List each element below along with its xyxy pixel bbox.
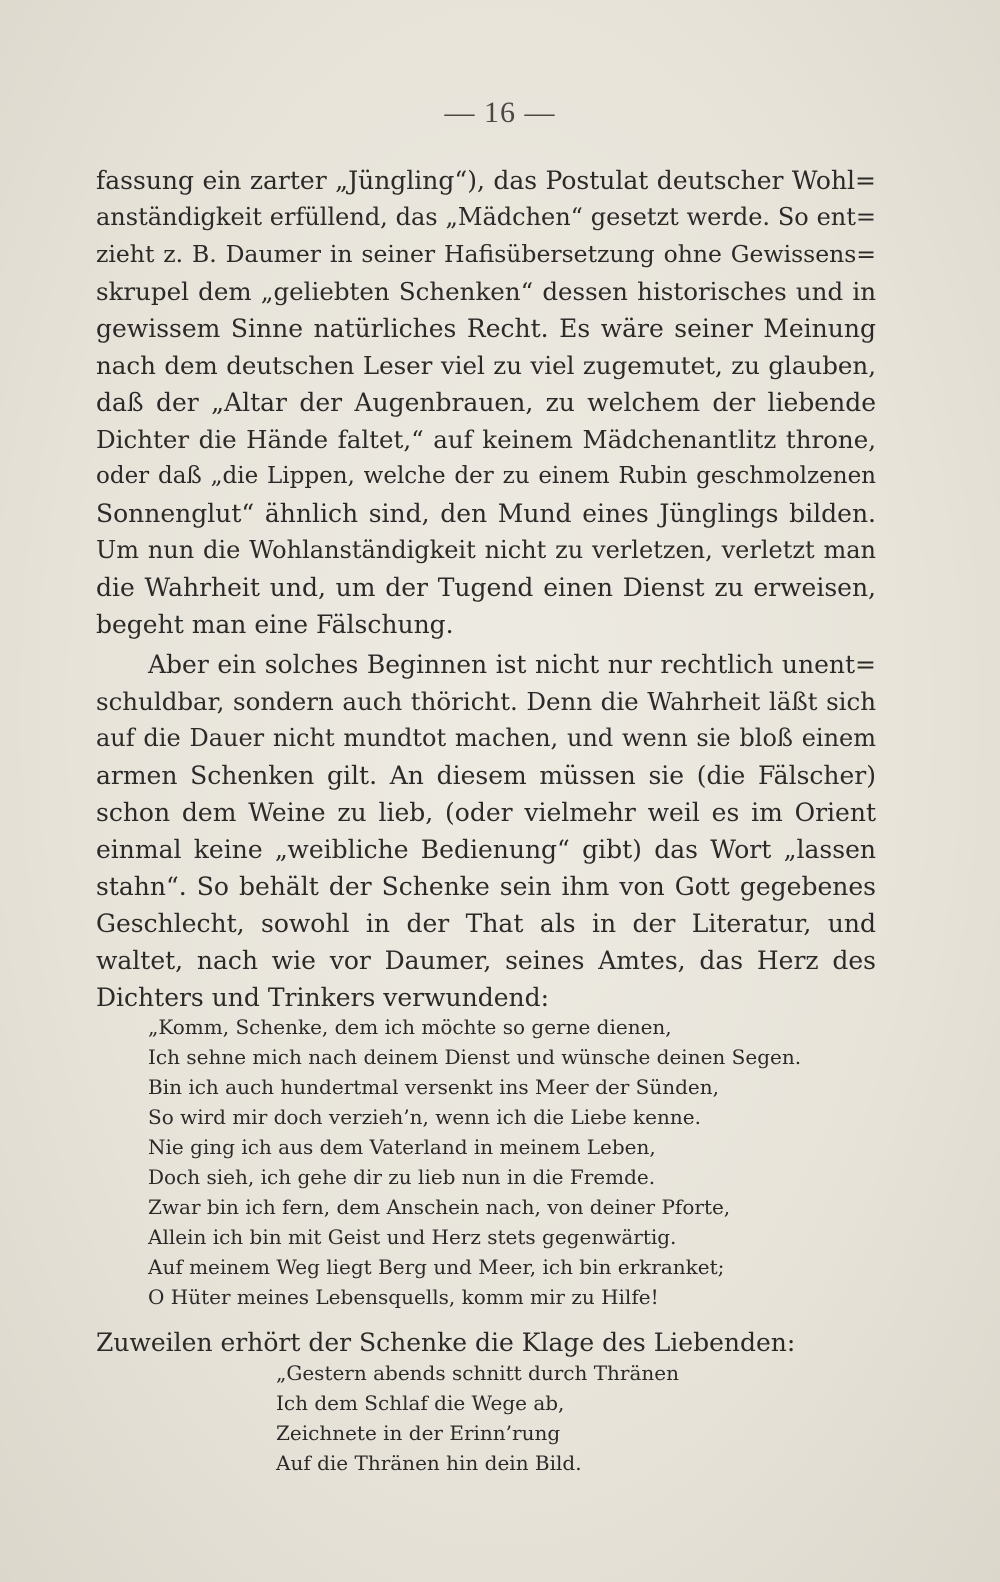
text-line: Dichters und Trinkers verwundend:	[96, 983, 550, 1012]
verse-line: O Hüter meines Lebensquells, komm mir zu Hilfe!	[148, 1285, 659, 1309]
text-line: die Wahrheit und, um der Tugend einen Dienst zu erweisen,	[96, 573, 876, 602]
text-line: waltet, nach wie vor Daumer, seines Amtes, das Herz des	[96, 946, 876, 975]
paragraph	[96, 646, 876, 1016]
text-line: auf die Dauer nicht mundtot machen, und wenn sie bloß einem	[96, 724, 876, 752]
verse-line: So wird mir doch verzieh’n, wenn ich die Liebe kenne.	[148, 1105, 701, 1129]
verse-line: Bin ich auch hundertmal versenkt ins Meer der Sünden,	[148, 1075, 719, 1099]
verse-line: Auf die Thränen hin dein Bild.	[276, 1451, 582, 1475]
text-line: armen Schenken gilt. An diesem müssen sie (die Fälscher)	[96, 761, 876, 790]
text-line: Aber ein solches Beginnen ist nicht nur rechtlich unent=	[148, 650, 876, 679]
verse-line: Nie ging ich aus dem Vaterland in meinem Leben,	[148, 1135, 656, 1159]
text-line: einmal keine „weibliche Bedienung“ gibt) das Wort „lassen	[96, 835, 876, 864]
text-line: daß der „Altar der Augenbrauen, zu welchem der liebende	[96, 388, 876, 417]
verse-line: „Gestern abends schnitt durch Thränen	[276, 1361, 680, 1385]
verse-line: Zeichnete in der Erinn’rung	[276, 1421, 561, 1445]
paragraph-continuation	[96, 162, 876, 643]
text-line: schuldbar, sondern auch thöricht. Denn die Wahrheit läßt sich	[96, 687, 876, 716]
text-line: oder daß „die Lippen, welche der zu einem Rubin geschmolzenen	[96, 463, 876, 489]
paragraph	[96, 1324, 876, 1361]
text-line: Dichter die Hände faltet,“ auf keinem Mädchenantlitz throne,	[96, 425, 876, 454]
text-line: schon dem Weine zu lieb, (oder vielmehr weil es im Orient	[96, 798, 876, 827]
text-line: anständigkeit erfüllend, das „Mädchen“ gesetzt werde. So ent=	[96, 203, 876, 231]
text-line: fassung ein zarter „Jüngling“), das Postulat deutscher Wohl=	[96, 166, 876, 195]
verse-line: Allein ich bin mit Geist und Herz stets gegenwärtig.	[148, 1225, 677, 1249]
verse-line: Zwar bin ich fern, dem Anschein nach, von deiner Pforte,	[148, 1195, 731, 1219]
text-line: skrupel dem „geliebten Schenken“ dessen historisches und in	[96, 277, 876, 306]
verse-line: Auf meinem Weg liegt Berg und Meer, ich bin erkranket;	[148, 1255, 725, 1279]
verse-line: „Komm, Schenke, dem ich möchte so gerne dienen,	[148, 1015, 672, 1039]
text-line: nach dem deutschen Leser viel zu viel zugemutet, zu glauben,	[96, 351, 876, 380]
text-line: stahn“. So behält der Schenke sein ihm von Gott gegebenes	[96, 872, 876, 901]
text-line: begeht man eine Fälschung.	[96, 610, 454, 639]
text-line: Sonnenglut“ ähnlich sind, den Mund eines Jünglings bilden.	[96, 499, 876, 528]
verse-line: Ich dem Schlaf die Wege ab,	[276, 1391, 565, 1415]
verse-line: Ich sehne mich nach deinem Dienst und wünsche deinen Segen.	[148, 1045, 802, 1069]
text-line: zieht z. B. Daumer in seiner Hafisübersetzung ohne Gewissens=	[96, 240, 876, 268]
poem-quote	[148, 1012, 838, 1312]
text-line: Um nun die Wohlanständigkeit nicht zu verletzen, verletzt man	[96, 536, 876, 564]
text-line: gewissem Sinne natürliches Recht. Es wäre seiner Meinung	[96, 314, 876, 343]
text-line: Geschlecht, sowohl in der That als in der Literatur, und	[96, 909, 876, 938]
verse-line: Doch sieh, ich gehe dir zu lieb nun in die Fremde.	[148, 1165, 656, 1189]
poem-quote	[276, 1358, 706, 1478]
page-number: — 16 —	[444, 96, 556, 129]
text-line: Zuweilen erhört der Schenke die Klage des Liebenden:	[96, 1328, 796, 1357]
